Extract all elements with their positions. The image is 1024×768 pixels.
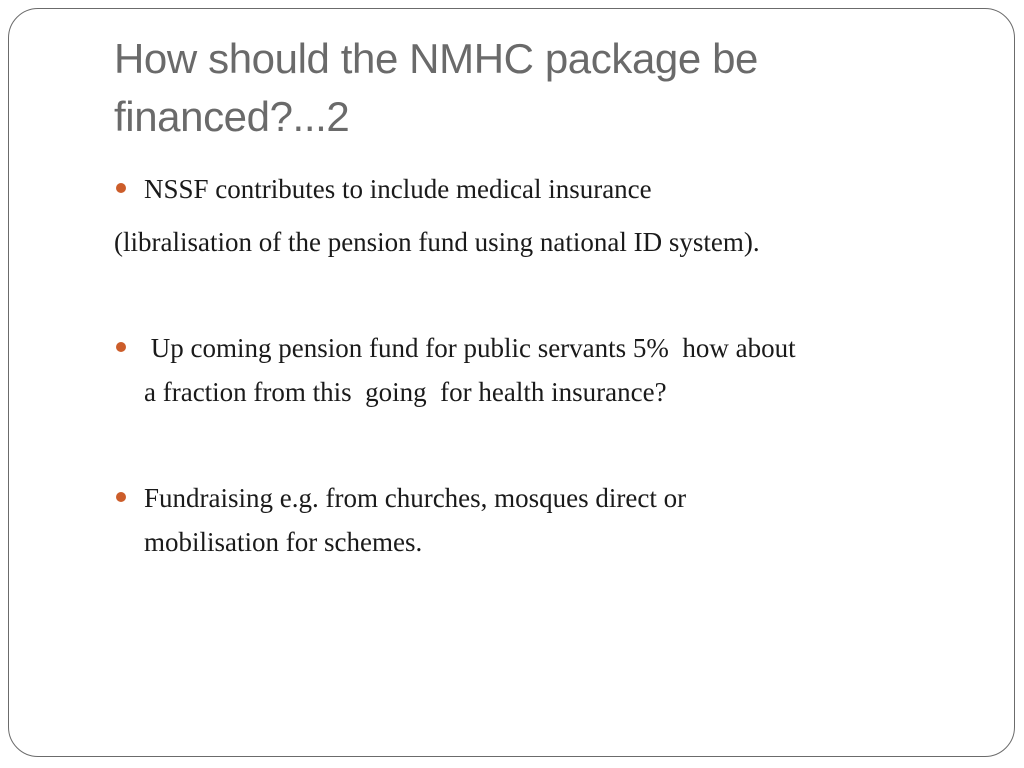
continuation-text: (libralisation of the pension fund using national ID system). bbox=[114, 227, 760, 257]
bullet-dot-icon bbox=[116, 183, 126, 193]
slide-title-line-2: financed?...2 bbox=[114, 93, 350, 140]
bullet-text-line-1: Fundraising e.g. from churches, mosques direct or bbox=[144, 483, 687, 513]
slide-title-line-1: How should the NMHC package be bbox=[114, 35, 759, 82]
bullet-dot-icon bbox=[116, 342, 126, 352]
bullet-text-line-2: mobilisation for schemes. bbox=[144, 527, 423, 557]
bullet-text-line-1: Up coming pension fund for public servants 5% how about bbox=[144, 333, 796, 363]
bullet-text: NSSF contributes to include medical insurance bbox=[144, 174, 652, 204]
bullet-text-line-2: a fraction from this going for health insurance? bbox=[144, 377, 667, 407]
bullet-dot-icon bbox=[116, 492, 126, 502]
slide-title bbox=[114, 30, 914, 146]
